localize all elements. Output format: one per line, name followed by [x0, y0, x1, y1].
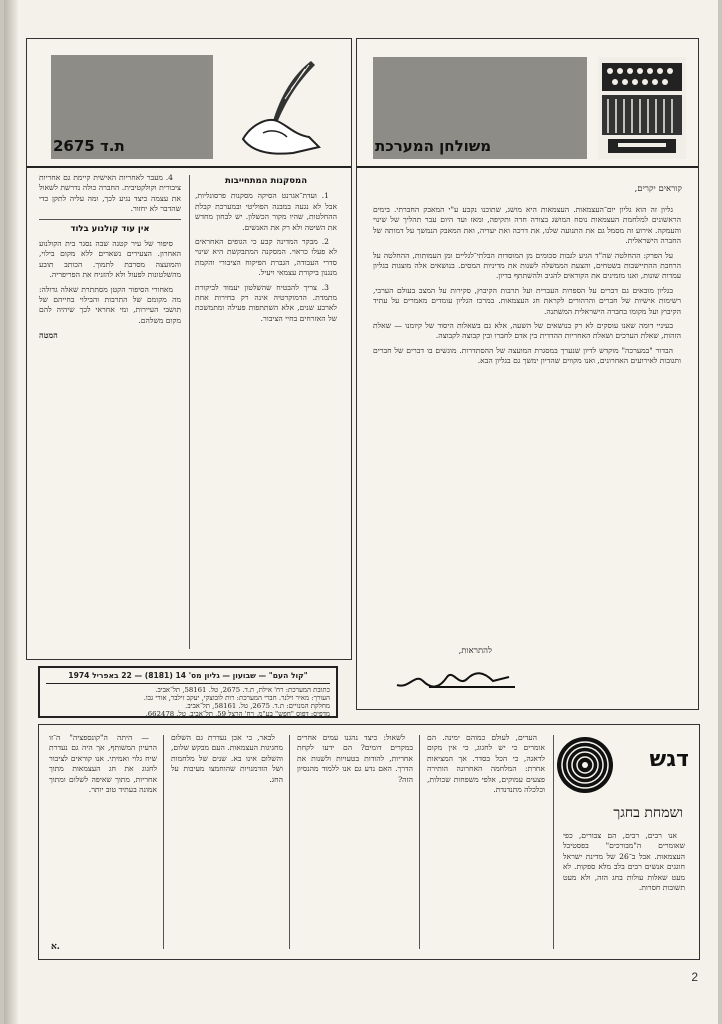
bottom-article-box: [38, 724, 700, 960]
bottom-paragraph: העדים, לעולם כמוהם ימינה. הם אומרים כי יש לחגוג, כי אין מקום לדאגה, כי הכל בסדר. אך המציאות אחרת: המלחמה האחרונה הותירה פצעים עמוקים, אלפי משפחות שכולות, וכלכלה מתנדנדת.: [427, 733, 545, 795]
bottom-col-5: [49, 733, 157, 941]
editorial-closing: להתראות,: [458, 646, 492, 656]
letters-col-right: [195, 173, 337, 651]
letters-subheading-2: אין עוד קולנוע בלוד: [70, 223, 150, 234]
bottom-col-3: [297, 733, 413, 951]
bottom-col-2: [427, 733, 545, 951]
page-number: 2: [691, 970, 698, 984]
editorial-title: משולחן המערכת: [375, 137, 492, 155]
letters-paragraph: 1. ועדת־אגרנט הסיקה מסקנות פרסונליות, אבל לא נגעה במבנה הפוליטי ובמערכת קבלת ההחלטות, שהיו מקור הכשלון. יש לבחון מחדש את השיטה ולא רק את האנשים.: [195, 191, 337, 232]
letters-paragraph: 4. מעבר לאחריות האישית קיימת גם אחריות ציבורית וקולקטיבית. החברה כולה נדרשת לשאול את עצמה כיצד נגיע לכך, ומה עליה לתקן כדי שהדבר לא יחזור.: [39, 173, 181, 214]
bottom-article-title: דגש: [649, 747, 689, 772]
bottom-col-1: [563, 831, 685, 951]
typewriter-icon: [598, 57, 686, 159]
editorial-box: [356, 38, 699, 710]
editorial-signature: [389, 659, 529, 699]
letters-paragraph: סיפור של עיר קטנה שבה נסגר בית הקולנוע האחרון. הצעירים נשארים ללא מקום בילוי, והמועצה מסרבת לתמוך. הכותב תובע מהשלטונות לפעול ולא להזניח את הפריפריה.: [39, 239, 181, 280]
letters-paragraph: מאחורי הסיפור הקטן מסתתרת שאלה גדולה: מה מקומם של התרבות והבילוי בחייהם של תושבי העיירות, ומי אחראי לכך שיהיה להם מקום משלהם.: [39, 284, 181, 325]
bottom-col-4: [171, 733, 283, 951]
imprint-line: מחלקת המנויים: ת.ד. 2675, טל. 58161, תל־אביב.: [185, 702, 330, 710]
bottom-article-subtitle: ושמחת בחגך: [613, 805, 683, 821]
imprint-box: [38, 666, 338, 718]
editorial-header: [357, 39, 698, 169]
editorial-body: [373, 205, 681, 635]
newspaper-page: [4, 0, 718, 1024]
imprint-line: מדפיס: דפוס "חפש" בע"מ, רח' הרצל 59, תל־אביב, טל. 662478.: [145, 710, 330, 718]
letters-box: [26, 38, 352, 660]
bottom-paragraph: לשאול: כיצד נהגנו עמים אחרים במקרים דומים? הם ידעו לקחת אחריות, להודות בטעויות ולשנות את הדרך. האם נדע גם אנו ללמוד מהנסיון הזה?: [297, 733, 413, 784]
imprint-line: העורך: מאיר וילנר. חברי המערכת: רות לובוצקי, יעקב זילבר, אורי גבו.: [143, 694, 330, 702]
imprint-line: כתובת המערכת: רח' אילת, ת.ד. 2675, טל. 58161, תל־אביב.: [155, 686, 330, 694]
letters-col-left: [39, 173, 181, 651]
letters-signoff: המטה: [39, 330, 58, 341]
bottom-paragraph: — היתה ה"קונספציה" ה־זו הרעיון המשותף, אך היה גם נעדרת שיח גלוי ואמיתי. אנו קוראים לציבור לחגוג את חג העצמאות מתוך אחריות, מתוך שאיפה לשלום ומתוך אמונה בעתיד טוב יותר.: [49, 733, 157, 795]
bottom-paragraph: לבאר, כי אכן נעדרת גם השלום מחגיגות העצמאות. העם מבקש שלום, והשלום אינו בא. שנים של מלחמות ושל הזדמנויות שהוחמצו מעיבות על החג.: [171, 733, 283, 784]
editorial-greeting: קוראים יקרים,: [634, 184, 682, 194]
imprint-header: "קול העם" — שבועון — גליון מס' 14 (8181) — 22 באפריל 1974: [46, 671, 330, 684]
editorial-paragraph: גליון זה הוא גליון יום־העצמאות. העצמאות היא מושג, שתוכנו נקבע ע"י המאבק החברתי. בימים הראשונים למלחמת העצמאות נוסח המושג בצורה חדה ותקיפה, ומאז ועד היום עבר תהליך של שינוי והעמקה. אירוע זה מסמל גם את התנועה שלנו, את דרכה ואת יעדיה, ואת המאבק הנמשך על דמותה של החברה הישראלית.: [373, 205, 681, 246]
quill-pen-icon: [233, 55, 333, 161]
editorial-paragraph: הבדור "במערכה" מוקדש לדיון שנערך במסגרת המועצה של ההסתדרות. מוגשים בו דברים של חברים ותגובות לאירועים האחרונים, ואנו מקווים שהדיון ימשך גם בגליון הבא.: [373, 345, 681, 366]
letters-title: ת.ד 2675: [53, 137, 125, 155]
letters-header: [27, 39, 351, 169]
letters-paragraph: 3. צריך להבטיח שהשלטון יעמוד לביקורת מתמדת. הדמוקרטיה אינה רק בחירות אחת לארבע שנים, אלא השתתפות פעילה ומתמשכת של האזרחים בחיי הציבור.: [195, 282, 337, 323]
letters-paragraph: 2. מבקר המדינה קבע כי הגופים האחראים לא פעלו כראוי. המסקנה המתבקשת היא שינוי סדרי העבודה, הגברת הפיקוח הציבורי והקמת מנגנון ביקורת עצמאי ויעיל.: [195, 237, 337, 278]
bottom-paragraph: אנו רבים, רבים, הם צבורים, כפי שאומרים ה"מבורכים" בפסטיבל העצמאות. אבל ב־26 של מדינת ישראל חוגגים אנשים רבים בלב מלא ספקות. לא מעט שאלות עולות בחג הזה, ולא מעט תשובות חסרות.: [563, 831, 685, 893]
letters-subheading: המסקנות המתחייבות: [224, 176, 308, 186]
target-swirl-icon: [555, 735, 615, 795]
bottom-signoff: א.: [51, 942, 60, 952]
editorial-paragraph: על הפרק: ההחלטה שה"ד הגיע לגבות סכומים מן המוסדות הבלתי־לגליים ומן העמותות, ההחלטה על הרחבת ההתיישבות בשטחים, והצעת הממשלה לשנות את מדיניות המסים. בנושאים אלה מוצגות בגליון עמדות שונות, ואנו מזמינים את הקוראים להגיב ולהשתתף בדיון.: [373, 250, 681, 281]
editorial-paragraph: בגליון מובאים גם דברים על הספרות העברית ועל תרבות הקיבוץ, סקירות על המצב בעולם הערבי, רשימות אישיות של חברים והרהורים לקראת חג העצמאות. במרכז הגליון עומדים מאמרים על עתיד הקיבוץ ועל מקומו בחברה הישראלית המשתנה.: [373, 285, 681, 316]
editorial-paragraph: בעיניי דומה שאנו עוסקים לא רק בנושאים של השעה, אלא גם בשאלות היסוד של קיומנו — שאלת הזהות, שאלת הערכים ושאלת האחריות ההדדית בין אדם לחברו ובין קבוצה לקבוצה.: [373, 321, 681, 341]
